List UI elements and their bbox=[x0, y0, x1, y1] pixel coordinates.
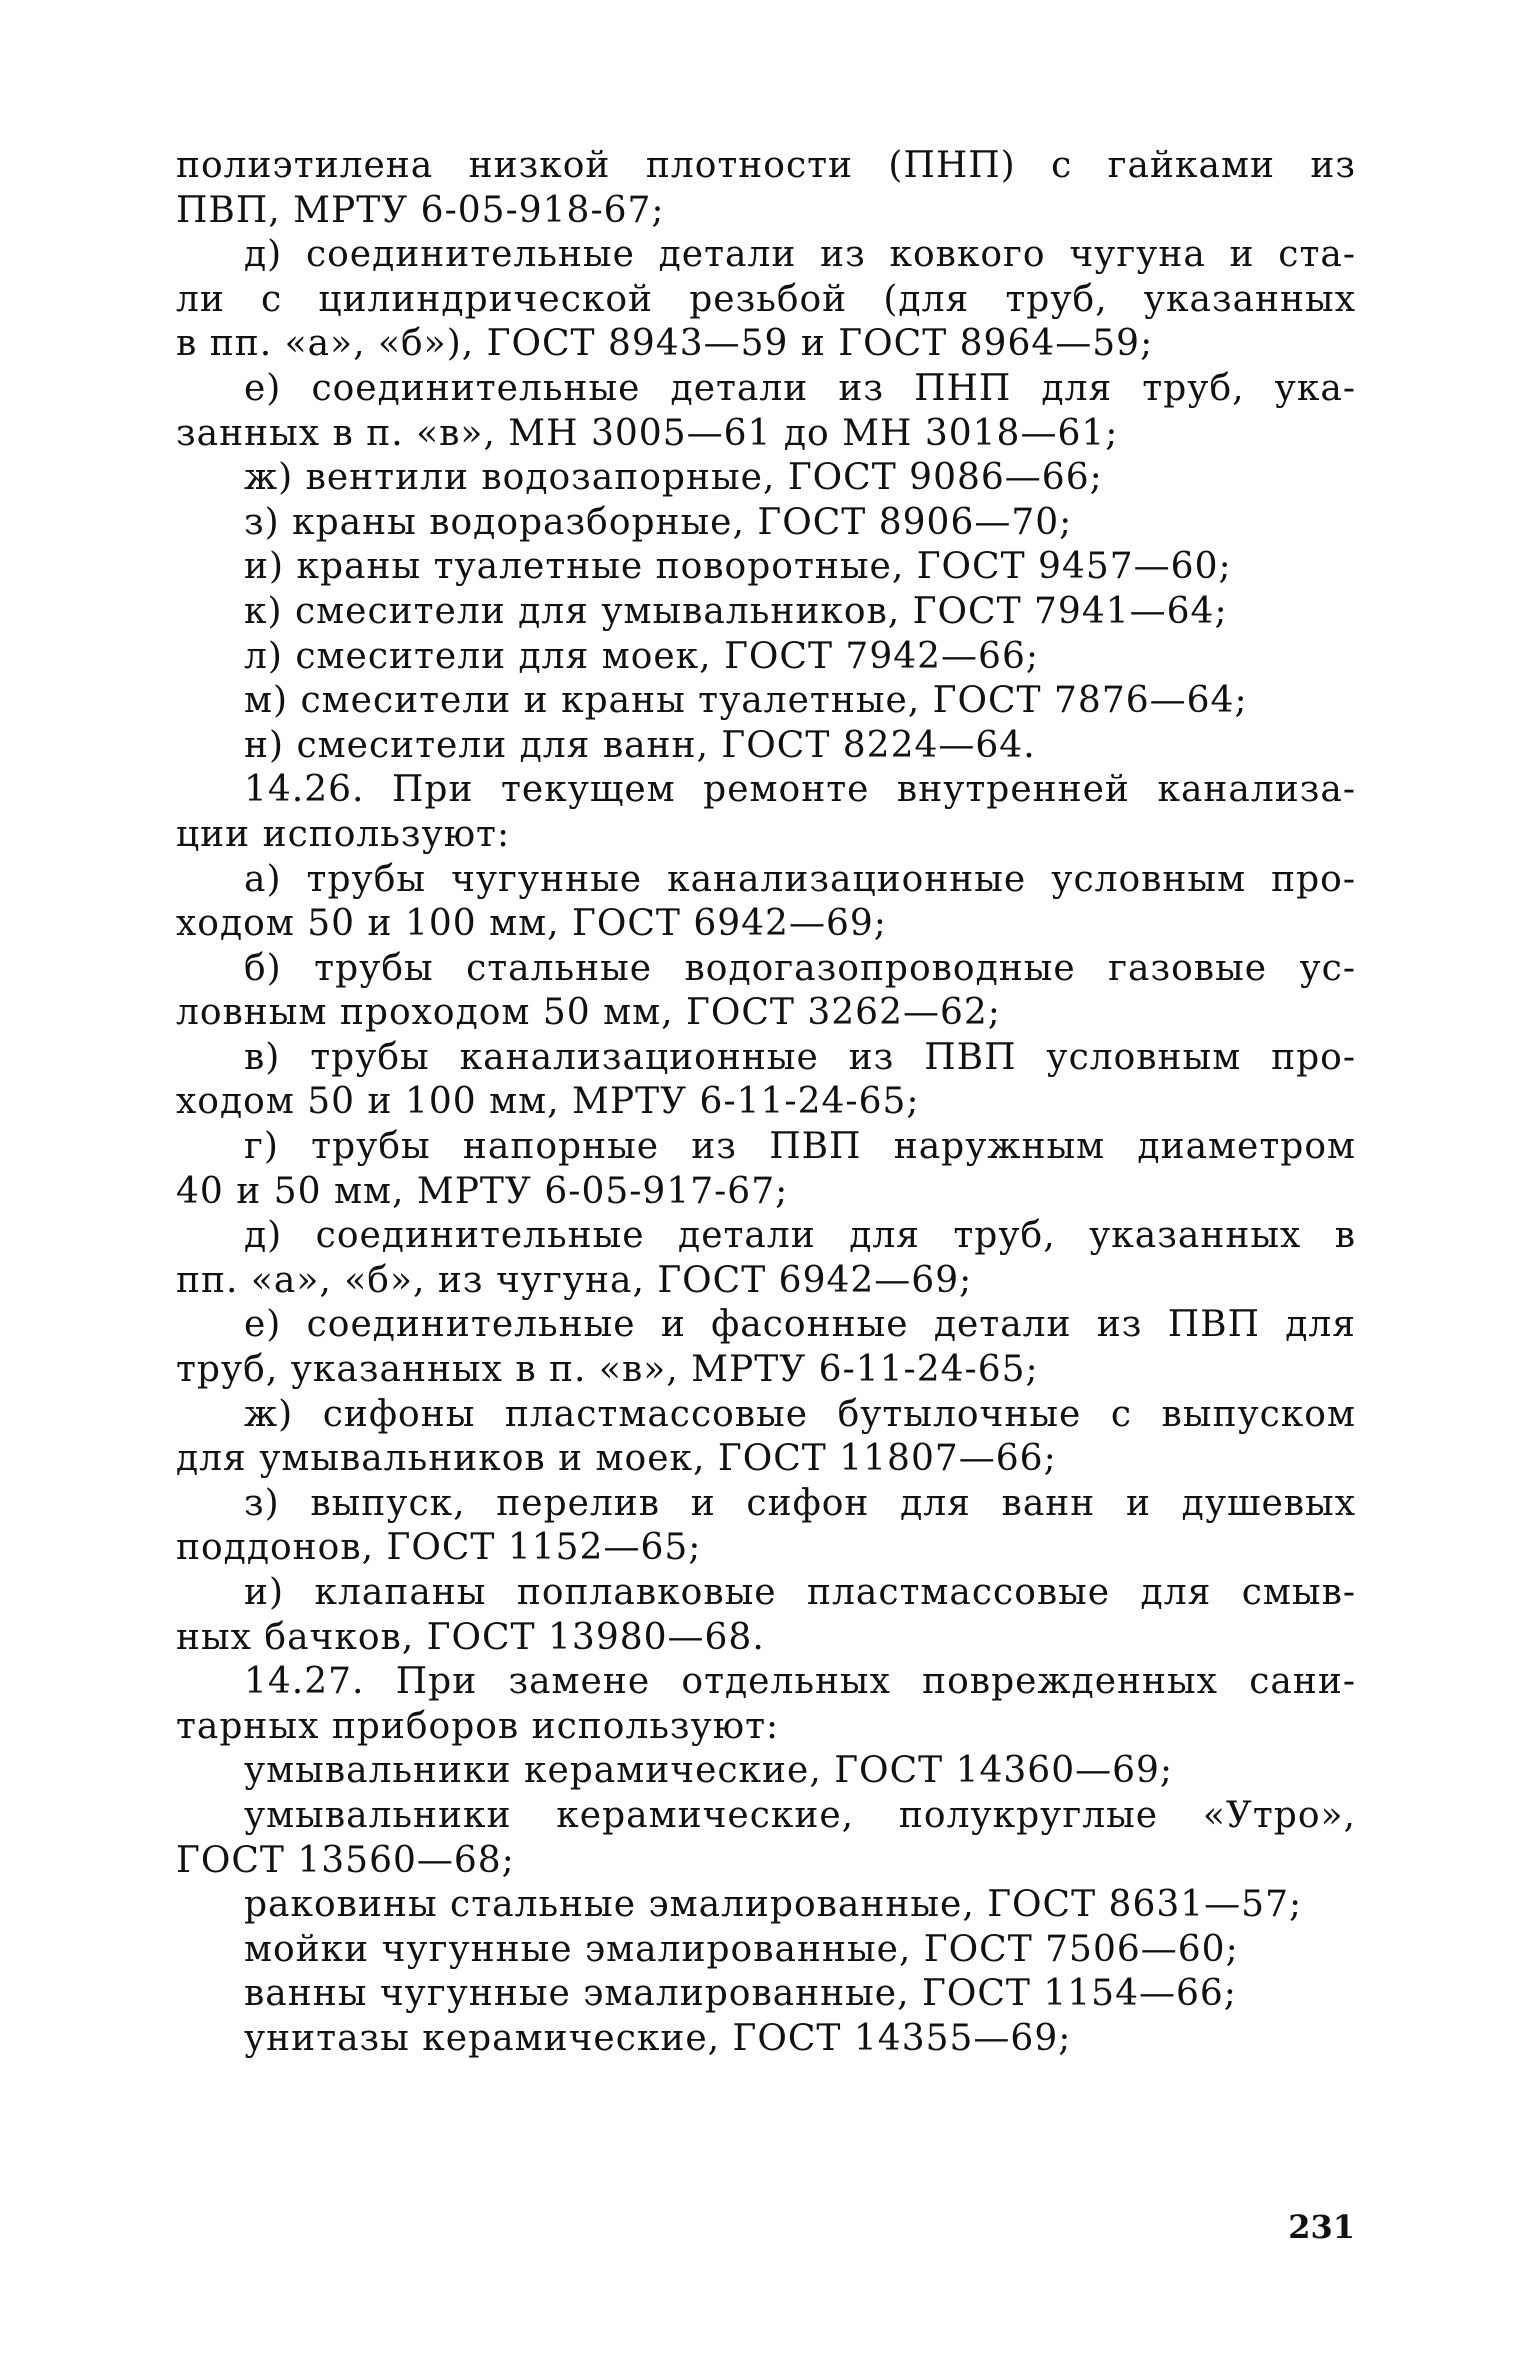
text-line: мойки чугунные эмалированные, ГОСТ 7506—60; bbox=[244, 1928, 1239, 1970]
text-line: пп. «а», «б», из чугуна, ГОСТ 6942—69; bbox=[176, 1259, 973, 1301]
text-line: ПВП, МРТУ 6-05-918-67; bbox=[176, 189, 665, 231]
text-line: ГОСТ 13560—68; bbox=[176, 1839, 515, 1881]
text-line: д) соединительные детали для труб, указанных в bbox=[244, 1215, 1356, 1257]
text-line: ж) сифоны пластмассовые бутылочные с выпуском bbox=[244, 1393, 1356, 1435]
text-line: ж) вентили водозапорные, ГОСТ 9086—66; bbox=[244, 457, 1103, 499]
text-line: г) трубы напорные из ПВП наружным диаметром bbox=[244, 1126, 1356, 1168]
text-line: умывальники керамические, ГОСТ 14360—69; bbox=[244, 1750, 1174, 1792]
text-line: ходом 50 и 100 мм, ГОСТ 6942—69; bbox=[176, 903, 887, 945]
text-line: в пп. «а», «б»), ГОСТ 8943—59 и ГОСТ 8964—59; bbox=[176, 323, 1154, 365]
text-line: н) смесители для ванн, ГОСТ 8224—64. bbox=[244, 724, 1036, 766]
text-line: унитазы керамические, ГОСТ 14355—69; bbox=[244, 2017, 1072, 2059]
text-line: в) трубы канализационные из ПВП условным про- bbox=[244, 1036, 1356, 1078]
text-line: ванны чугунные эмалированные, ГОСТ 1154—66; bbox=[244, 1973, 1237, 2015]
text-line: поддонов, ГОСТ 1152—65; bbox=[176, 1527, 702, 1569]
text-line: б) трубы стальные водогазопроводные газовые ус- bbox=[244, 947, 1356, 989]
text-line: л) смесители для моек, ГОСТ 7942—66; bbox=[244, 635, 1039, 677]
text-line: ловным проходом 50 мм, ГОСТ 3262—62; bbox=[176, 992, 1001, 1034]
text-line: для умывальников и моек, ГОСТ 11807—66; bbox=[176, 1438, 1057, 1480]
text-line: 40 и 50 мм, МРТУ 6-05-917-67; bbox=[176, 1170, 789, 1212]
text-line: умывальники керамические, полукруглые «Утро», bbox=[244, 1794, 1356, 1836]
text-line: м) смесители и краны туалетные, ГОСТ 7876—64; bbox=[244, 680, 1248, 722]
text-line: е) соединительные детали из ПНП для труб, ука- bbox=[244, 367, 1356, 409]
text-line: труб, указанных в п. «в», МРТУ 6-11-24-65; bbox=[176, 1349, 1039, 1391]
text-line: и) краны туалетные поворотные, ГОСТ 9457—60; bbox=[244, 546, 1232, 588]
text-line: ции используют: bbox=[176, 813, 511, 855]
text-line: а) трубы чугунные канализационные условным про- bbox=[244, 858, 1356, 900]
page-text bbox=[176, 144, 1356, 2062]
text-line: ходом 50 и 100 мм, МРТУ 6-11-24-65; bbox=[176, 1081, 920, 1123]
text-line: д) соединительные детали из ковкого чугуна и ста- bbox=[244, 234, 1356, 276]
text-line: ли с цилиндрической резьбой (для труб, указанных bbox=[176, 278, 1356, 320]
text-line: тарных приборов используют: bbox=[176, 1705, 780, 1747]
text-line: к) смесители для умывальников, ГОСТ 7941—64; bbox=[244, 590, 1228, 632]
page-number: 231 bbox=[1288, 2208, 1355, 2246]
text-line: з) краны водоразборные, ГОСТ 8906—70; bbox=[244, 501, 1073, 543]
text-line: полиэтилена низкой плотности (ПНП) с гайками из bbox=[176, 145, 1356, 186]
text-line: з) выпуск, перелив и сифон для ванн и душевых bbox=[244, 1482, 1356, 1524]
text-line: и) клапаны поплавковые пластмассовые для смыв- bbox=[244, 1572, 1356, 1613]
text-line: занных в п. «в», МН 3005—61 до МН 3018—61; bbox=[176, 412, 1119, 454]
text-line: е) соединительные и фасонные детали из ПВП для bbox=[244, 1304, 1356, 1346]
text-line: 14.27. При замене отдельных поврежденных сани- bbox=[244, 1661, 1356, 1703]
text-line: ных бачков, ГОСТ 13980—68. bbox=[176, 1616, 765, 1658]
text-line: раковины стальные эмалированные, ГОСТ 8631—57; bbox=[244, 1884, 1303, 1926]
text-line: 14.26. При текущем ремонте внутренней канализа- bbox=[244, 769, 1356, 811]
